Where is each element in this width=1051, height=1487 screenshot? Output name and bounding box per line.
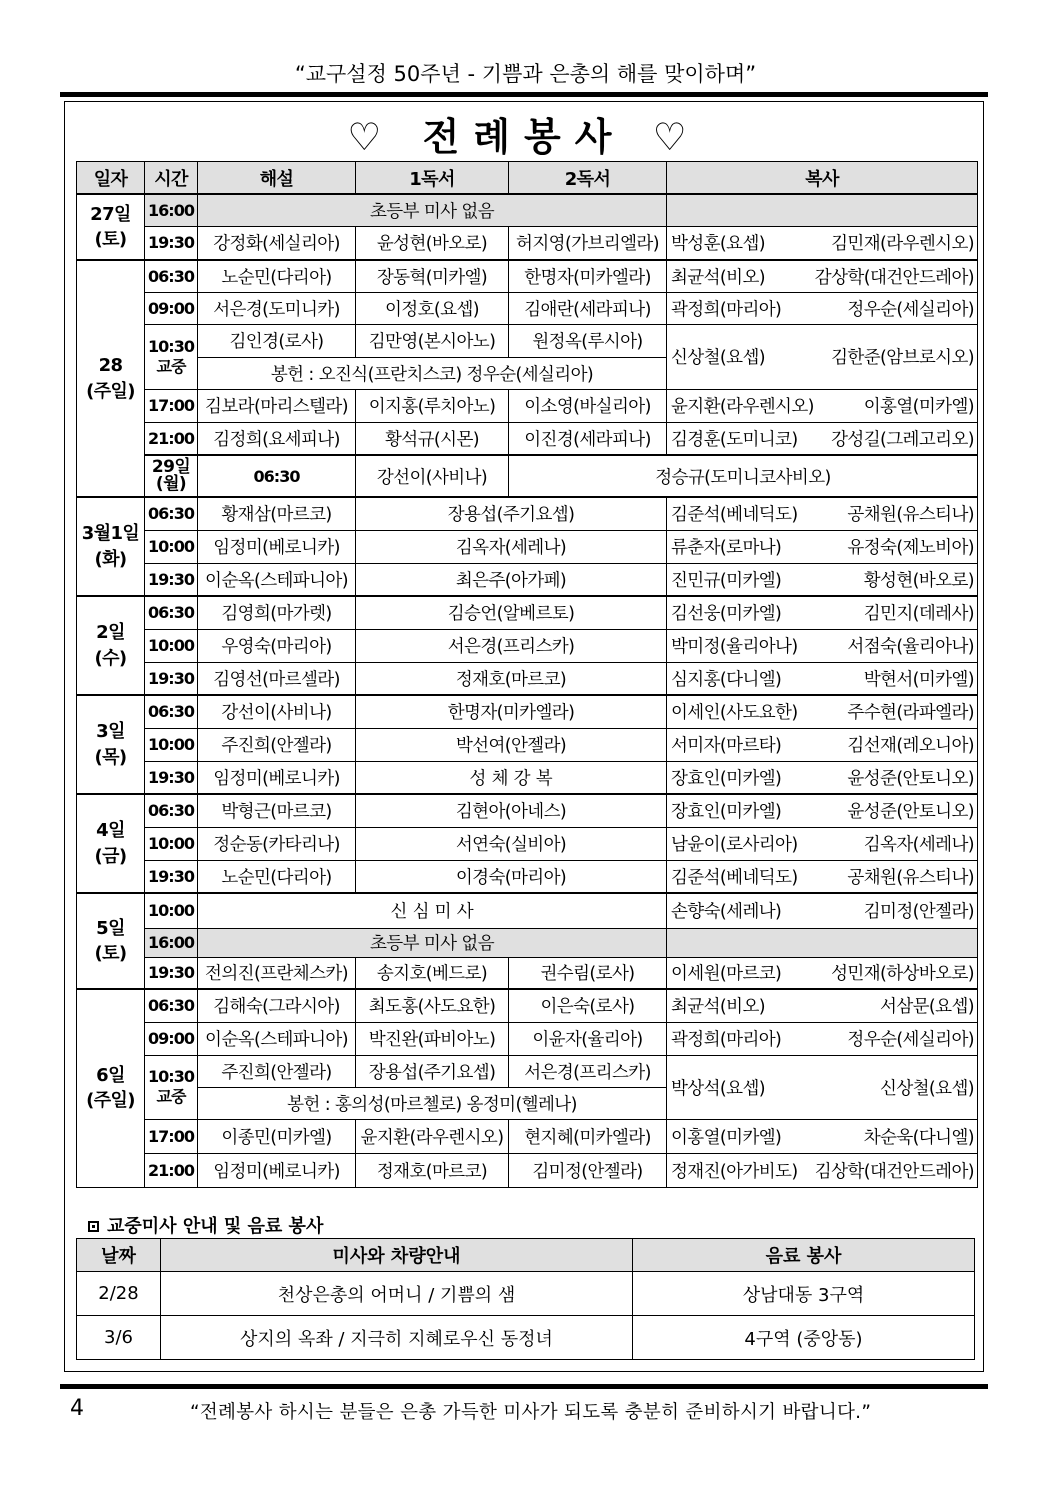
server-1: 장효인(미카엘) xyxy=(671,802,782,823)
commentary-cell: 정순동(카타리나) xyxy=(198,827,356,860)
servers-cell xyxy=(667,893,978,928)
bottom-rule xyxy=(60,1384,988,1389)
server-1: 박성훈(요셉) xyxy=(671,234,765,255)
table-row xyxy=(77,1153,978,1187)
mass-guide-table xyxy=(76,1238,975,1360)
commentary-cell: 강선이(사비나) xyxy=(356,455,509,497)
offering-cell: 봉헌 : 오진식(프란치스코) 정우순(세실리아) xyxy=(198,357,667,389)
commentary-cell: 김인경(로사) xyxy=(198,324,356,357)
server-2: 서삼문(요셉) xyxy=(880,997,974,1018)
server-1: 이세원(마르코) xyxy=(671,964,782,985)
commentary-cell: 김보라(마리스텔라) xyxy=(198,389,356,422)
servers-cell xyxy=(667,629,978,662)
server-2: 정우순(세실리아) xyxy=(847,1030,974,1050)
date-cell: 3일 (목) xyxy=(77,695,145,794)
servers-cell xyxy=(667,761,978,794)
table-row xyxy=(77,389,978,422)
guide-header-drink: 음료 봉사 xyxy=(633,1239,975,1272)
commentary-cell: 임정미(베로니카) xyxy=(198,530,356,563)
servers-cell xyxy=(667,389,978,422)
reading2-cell: 김미정(안젤라) xyxy=(509,1153,667,1187)
table-row xyxy=(77,893,978,928)
commentary-cell: 임정미(베로니카) xyxy=(198,1153,356,1187)
reading2-cell: 이소영(바실리아) xyxy=(509,389,667,422)
reading2-cell: 김애란(세라피나) xyxy=(509,292,667,324)
note-cell: 신 심 미 사 xyxy=(198,893,667,928)
servers-cell xyxy=(667,324,978,389)
reading-cell: 김승언(알베르토) xyxy=(356,596,667,629)
date-cell: 4일 (금) xyxy=(77,794,145,893)
guide-header-row xyxy=(77,1239,975,1272)
reading-cell: 김옥자(세레나) xyxy=(356,530,667,563)
servers-cell xyxy=(667,794,978,827)
server-2: 김미정(안젤라) xyxy=(863,902,974,923)
server-2: 이홍열(미카엘) xyxy=(863,397,974,417)
server-2: 서점숙(율리아나) xyxy=(847,637,974,657)
reading1-cell: 장동혁(미카엘) xyxy=(356,260,509,292)
table-row xyxy=(77,324,978,357)
server-1: 손향숙(세레나) xyxy=(671,902,782,923)
commentary-cell: 서은경(도미니카) xyxy=(198,292,356,324)
time-cell: 10:00 xyxy=(145,728,198,761)
time-cell: 10:00 xyxy=(145,827,198,860)
time-cell: 10:00 xyxy=(145,530,198,563)
server-1: 신상철(요셉) xyxy=(671,348,765,368)
commentary-cell: 강정화(세실리아) xyxy=(198,226,356,260)
servers-cell xyxy=(667,928,978,957)
time-cell: 10:00 xyxy=(145,893,198,928)
commentary-cell: 박형근(마르코) xyxy=(198,794,356,827)
guide-header-mass: 미사와 차량안내 xyxy=(161,1239,633,1272)
reading1-cell: 이정호(요셉) xyxy=(356,292,509,324)
time-cell: 19:30 xyxy=(145,860,198,893)
table-row xyxy=(77,629,978,662)
commentary-cell: 이순옥(스테파니아) xyxy=(198,563,356,596)
time-cell: 21:00 xyxy=(145,422,198,455)
date-cell: 28 (주일) xyxy=(77,260,145,497)
table-row xyxy=(77,1272,975,1316)
server-1: 곽정희(마리아) xyxy=(671,1030,782,1050)
server-2: 박현서(미카엘) xyxy=(863,669,974,690)
table-row xyxy=(77,827,978,860)
column-header-reading2: 2독서 xyxy=(509,162,667,195)
table-row xyxy=(77,761,978,794)
reading1-cell: 이지홍(루치아노) xyxy=(356,389,509,422)
column-header-commentary: 해설 xyxy=(198,162,356,195)
server-1: 이세인(사도요한) xyxy=(671,703,798,724)
servers-cell xyxy=(667,530,978,563)
time-cell: 06:30 xyxy=(145,596,198,629)
servers-cell xyxy=(667,1153,978,1187)
table-row xyxy=(77,695,978,728)
time-cell: 16:00 xyxy=(145,928,198,957)
date-cell: 27일 (토) xyxy=(77,194,145,260)
reading-cell: 박선여(안젤라) xyxy=(356,728,667,761)
reading2-cell: 현지혜(미카엘라) xyxy=(509,1119,667,1153)
header-quote: “교구설정 50주년 - 기쁨과 은총의 해를 맞이하며” xyxy=(294,62,757,86)
date-cell: 6일 (주일) xyxy=(77,989,145,1187)
time-cell: 06:30 xyxy=(145,497,198,530)
note-cell: 초등부 미사 없음 xyxy=(198,194,667,226)
server-2: 신상철(요셉) xyxy=(880,1078,974,1099)
servers-cell xyxy=(667,596,978,629)
time-cell: 10:00 xyxy=(145,629,198,662)
server-2: 김옥자(세레나) xyxy=(863,835,974,855)
table-row xyxy=(77,226,978,260)
server-1: 박상석(요셉) xyxy=(671,1078,765,1099)
reading1-cell: 박진완(파비아노) xyxy=(356,1022,509,1055)
servers-cell xyxy=(667,957,978,989)
servers-cell xyxy=(667,260,978,292)
time-cell: 19:30 xyxy=(145,662,198,695)
table-row xyxy=(77,957,978,989)
table-row xyxy=(77,989,978,1022)
page-title: ♡ 전례봉사 ♡ xyxy=(347,114,701,159)
reading1-cell: 최도홍(사도요한) xyxy=(356,989,509,1022)
reading-cell: 서연숙(실비아) xyxy=(356,827,667,860)
servers-cell xyxy=(667,827,978,860)
square-bullet-icon xyxy=(88,1221,99,1232)
reading2-cell: 이은숙(로사) xyxy=(509,989,667,1022)
server-2: 김선재(레오니아) xyxy=(847,736,974,756)
reading2-cell: 원정옥(루시아) xyxy=(509,324,667,357)
server-1: 최균석(비오) xyxy=(671,997,765,1018)
column-header-time: 시간 xyxy=(145,162,198,195)
table-row xyxy=(77,1316,975,1360)
reading1-cell: 김만영(본시아노) xyxy=(356,324,509,357)
table-row xyxy=(77,728,978,761)
time-cell: 06:30 xyxy=(145,989,198,1022)
server-2: 김민지(데레사) xyxy=(863,604,974,625)
time-cell: 06:30 xyxy=(145,794,198,827)
time-cell: 17:00 xyxy=(145,389,198,422)
commentary-cell: 주진희(안젤라) xyxy=(198,1055,356,1087)
reading1-cell: 황석규(시몬) xyxy=(356,422,509,455)
reading-cell: 서은경(프리스카) xyxy=(356,629,667,662)
server-2: 윤성준(안토니오) xyxy=(847,802,974,823)
page-number: 4 xyxy=(70,1396,84,1421)
time-cell: 10:30 교중 xyxy=(145,324,198,389)
server-1: 류춘자(로마나) xyxy=(671,538,782,558)
servers-cell xyxy=(667,1119,978,1153)
table-row xyxy=(77,596,978,629)
servers-cell xyxy=(667,695,978,728)
reading2-cell: 허지영(가브리엘라) xyxy=(509,226,667,260)
servers-cell xyxy=(667,422,978,455)
time-cell: 09:00 xyxy=(145,1022,198,1055)
commentary-cell: 김해숙(그라시아) xyxy=(198,989,356,1022)
commentary-cell: 임정미(베로니카) xyxy=(198,761,356,794)
reading-cell: 김현아(아네스) xyxy=(356,794,667,827)
server-1: 김선웅(미카엘) xyxy=(671,604,782,625)
reading1-cell: 송지호(베드로) xyxy=(356,957,509,989)
liturgy-schedule-table xyxy=(76,161,978,1188)
reading-cell: 한명자(미카엘라) xyxy=(356,695,667,728)
reading2-cell: 이진경(세라피나) xyxy=(509,422,667,455)
servers-cell xyxy=(667,989,978,1022)
server-2: 황성현(바오로) xyxy=(863,570,974,591)
commentary-cell: 이종민(미카엘) xyxy=(198,1119,356,1153)
server-1: 진민규(미카엘) xyxy=(671,570,782,591)
reading1-cell: 윤지환(라우렌시오) xyxy=(356,1119,509,1153)
servers-cell xyxy=(667,662,978,695)
commentary-cell: 김정희(요세피나) xyxy=(198,422,356,455)
commentary-cell: 우영숙(마리아) xyxy=(198,629,356,662)
date-cell: 29일 (월) xyxy=(145,455,198,497)
guide-mass-cell: 상지의 옥좌 / 지극히 지혜로우신 동정녀 xyxy=(161,1316,633,1360)
guide-section-title: 교중미사 안내 및 음료 봉사 xyxy=(88,1212,323,1238)
server-1: 정재진(아가비도) xyxy=(671,1161,798,1182)
time-cell: 16:00 xyxy=(145,194,198,226)
table-row xyxy=(77,860,978,893)
time-cell: 19:30 xyxy=(145,761,198,794)
server-1: 박미정(율리아나) xyxy=(671,637,798,657)
table-row xyxy=(77,194,978,226)
servers-cell xyxy=(667,1022,978,1055)
top-rule xyxy=(60,92,988,97)
server-1: 김경훈(도미니코) xyxy=(671,429,798,450)
commentary-cell: 김영희(마가렛) xyxy=(198,596,356,629)
table-row xyxy=(77,530,978,563)
servers-cell xyxy=(667,1055,978,1119)
date-cell: 5일 (토) xyxy=(77,893,145,989)
server-2: 공채원(유스티나) xyxy=(847,505,974,526)
server-1: 장효인(미카엘) xyxy=(671,768,782,789)
commentary-cell: 김영선(마르셀라) xyxy=(198,662,356,695)
time-cell: 06:30 xyxy=(145,695,198,728)
servers-cell xyxy=(667,226,978,260)
guide-drink-cell: 4구역 (중앙동) xyxy=(633,1316,975,1360)
time-cell: 19:30 xyxy=(145,957,198,989)
time-cell: 06:30 xyxy=(198,455,356,497)
footer-quote: “전례봉사 하시는 분들은 은총 가득한 미사가 되도록 충분히 준비하시기 바랍니다.” xyxy=(190,1402,872,1423)
servers-cell xyxy=(667,497,978,530)
commentary-cell: 주진희(안젤라) xyxy=(198,728,356,761)
server-2: 김민재(라우렌시오) xyxy=(831,234,974,255)
table-row xyxy=(77,422,978,455)
servers-cell xyxy=(667,728,978,761)
server-1: 김준석(베네딕도) xyxy=(671,505,798,526)
server-2: 강성길(그레고리오) xyxy=(831,429,974,450)
guide-date-cell: 2/28 xyxy=(77,1272,161,1316)
time-cell: 19:30 xyxy=(145,563,198,596)
offering-cell: 봉헌 : 홍의성(마르첼로) 옹정미(헬레나) xyxy=(198,1087,667,1119)
column-header-reading1: 1독서 xyxy=(356,162,509,195)
server-2: 정우순(세실리아) xyxy=(847,299,974,320)
table-row xyxy=(77,794,978,827)
reading-cell: 최은주(아가페) xyxy=(356,563,667,596)
reading-cell: 정재호(마르코) xyxy=(356,662,667,695)
reading2-cell: 서은경(프리스카) xyxy=(509,1055,667,1087)
servers-cell xyxy=(667,194,978,226)
commentary-cell: 전의진(프란체스카) xyxy=(198,957,356,989)
column-header-servers: 복사 xyxy=(667,162,978,195)
commentary-cell: 강선이(사비나) xyxy=(198,695,356,728)
column-header-date: 일자 xyxy=(77,162,145,195)
server-2: 김상학(대건안드레아) xyxy=(814,1161,974,1182)
time-cell: 21:00 xyxy=(145,1153,198,1187)
table-row xyxy=(77,1022,978,1055)
server-2: 김한준(암브로시오) xyxy=(831,348,974,368)
table-row xyxy=(77,662,978,695)
commentary-cell: 이순옥(스테파니아) xyxy=(198,1022,356,1055)
server-1: 이홍열(미카엘) xyxy=(671,1127,782,1148)
commentary-cell: 노순민(다리아) xyxy=(198,860,356,893)
table-row xyxy=(77,563,978,596)
server-1: 서미자(마르타) xyxy=(671,736,782,756)
reading1-cell: 장용섭(주기요셉) xyxy=(356,1055,509,1087)
server-1: 심지홍(다니엘) xyxy=(671,669,782,690)
time-cell: 06:30 xyxy=(145,260,198,292)
time-cell: 17:00 xyxy=(145,1119,198,1153)
server-2: 주수현(라파엘라) xyxy=(847,703,974,724)
server-2: 유정숙(제노비아) xyxy=(847,538,974,558)
table-row xyxy=(77,455,978,497)
reading-cell: 이경숙(마리아) xyxy=(356,860,667,893)
commentary-cell: 노순민(다리아) xyxy=(198,260,356,292)
server-2: 차순욱(다니엘) xyxy=(863,1127,974,1148)
server-1: 최균석(비오) xyxy=(671,267,765,288)
reading1-cell: 정재호(마르코) xyxy=(356,1153,509,1187)
table-header-row xyxy=(77,162,978,195)
reading1-cell: 윤성현(바오로) xyxy=(356,226,509,260)
table-row xyxy=(77,292,978,324)
servers-cell xyxy=(667,292,978,324)
server-2: 윤성준(안토니오) xyxy=(847,768,974,789)
reading2-cell: 한명자(미카엘라) xyxy=(509,260,667,292)
server-1: 윤지환(라우렌시오) xyxy=(671,397,814,417)
reading-cell: 장용섭(주기요셉) xyxy=(356,497,667,530)
guide-date-cell: 3/6 xyxy=(77,1316,161,1360)
server-1: 남윤이(로사리아) xyxy=(671,835,798,855)
table-row xyxy=(77,928,978,957)
guide-drink-cell: 상남대동 3구역 xyxy=(633,1272,975,1316)
guide-mass-cell: 천상은총의 어머니 / 기쁨의 샘 xyxy=(161,1272,633,1316)
reading2-cell: 이윤자(율리아) xyxy=(509,1022,667,1055)
date-cell: 2일 (수) xyxy=(77,596,145,695)
table-row xyxy=(77,260,978,292)
guide-header-date: 날짜 xyxy=(77,1239,161,1272)
servers-cell xyxy=(667,860,978,893)
time-cell: 09:00 xyxy=(145,292,198,324)
commentary-cell: 황재삼(마르코) xyxy=(198,497,356,530)
table-row xyxy=(77,497,978,530)
time-cell: 10:30 교중 xyxy=(145,1055,198,1119)
time-cell: 19:30 xyxy=(145,226,198,260)
servers-cell xyxy=(667,563,978,596)
reading-cell: 정승규(도미니코사비오) xyxy=(509,455,978,497)
note-cell: 초등부 미사 없음 xyxy=(198,928,667,957)
reading2-cell: 권수림(로사) xyxy=(509,957,667,989)
date-cell: 3월1일 (화) xyxy=(77,497,145,596)
table-row xyxy=(77,1055,978,1087)
server-2: 성민재(하상바오로) xyxy=(831,964,974,985)
server-1: 곽정희(마리아) xyxy=(671,299,782,320)
server-2: 감상학(대건안드레아) xyxy=(814,267,974,288)
reading-cell: 성 체 강 복 xyxy=(356,761,667,794)
server-2: 공채원(유스티나) xyxy=(847,867,974,888)
table-row xyxy=(77,1119,978,1153)
server-1: 김준석(베네딕도) xyxy=(671,867,798,888)
